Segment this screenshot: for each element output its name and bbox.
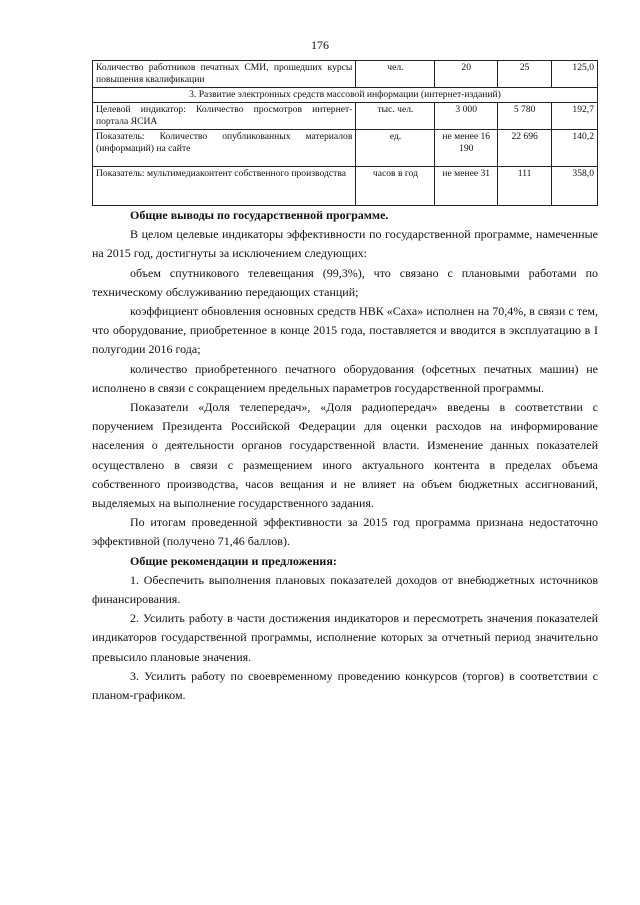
indicator-percent: 192,7 — [552, 103, 598, 130]
indicator-fact: 111 — [497, 167, 551, 206]
indicator-plan: не менее 31 — [435, 167, 497, 206]
table-section-row — [93, 88, 598, 103]
indicator-fact: 25 — [497, 61, 551, 88]
indicator-fact: 22 696 — [497, 130, 551, 167]
table-row — [93, 61, 598, 88]
indicator-plan: 20 — [435, 61, 497, 88]
recommendation-item: 3. Усилить работу по своевременному проведению конкурсов (торгов) в соответствии с планом-графиком. — [92, 668, 598, 703]
indicator-percent: 125,0 — [552, 61, 598, 88]
paragraph: количество приобретенного печатного оборудования (офсетных печатных машин) не исполнено в связи с сокращением предельных параметров государственной программы. — [92, 361, 598, 395]
indicator-percent: 140,2 — [552, 130, 598, 167]
paragraph: Показатели «Доля телепередач», «Доля радиопередач» введены в соответствии с поручением Президента Российской Федерации для оценки расходов на информирование населения о деятельности органов государственной власти. Изменение данных показателей осуществлено в связи с размещением иного актуального контента в пределах объема собственного производства, часов вещания и не влияет на объем бюджетных ассигнований, выделяемых на выполнение государственного задания. — [92, 400, 598, 511]
indicator-name: Количество работников печатных СМИ, прошедших курсы повышения квалификации — [93, 61, 356, 88]
indicator-percent: 358,0 — [552, 167, 598, 206]
recommendation-item: 1. Обеспечить выполнения плановых показателей доходов от внебюджетных источников финансирования. — [92, 572, 598, 607]
document-body — [92, 206, 598, 705]
paragraph: В целом целевые индикаторы эффективности по государственной программе, намеченные на 2015 год, достигнуты за исключением следующих: — [92, 227, 598, 261]
paragraph: коэффициент обновления основных средств НВК «Саха» исполнен на 70,4%, в связи с тем, что оборудование, приобретенное в конце 2015 года, поставляется и вводится в эксплуатацию в I полугодии 2016 года; — [92, 304, 598, 357]
indicator-fact: 5 780 — [497, 103, 551, 130]
indicator-unit: ед. — [356, 130, 435, 167]
section-title: 3. Развитие электронных средств массовой информации (интернет-изданий) — [93, 88, 598, 103]
indicator-unit: часов в год — [356, 167, 435, 206]
indicator-name: Целевой индикатор: Количество просмотров интернет-портала ЯСИА — [93, 103, 356, 130]
indicator-unit: чел. — [356, 61, 435, 88]
recommendations-heading: Общие рекомендации и предложения: — [130, 553, 337, 568]
recommendation-item: 2. Усилить работу в части достижения индикаторов и пересмотреть значения показателей индикаторов государственной программы, исполнение которых за отчетный период значительно превысило плановые значения. — [92, 611, 598, 664]
page-number: 176 — [311, 38, 329, 52]
indicators-table — [92, 60, 598, 206]
paragraph: объем спутникового телевещания (99,3%), что связано с плановыми работами по техническому обслуживанию передающих станций; — [92, 265, 598, 299]
indicator-name: Показатель: Количество опубликованных материалов (информаций) на сайте — [93, 130, 356, 167]
indicator-name: Показатель: мультимедиаконтент собственного производства — [93, 167, 356, 206]
indicator-plan: 3 000 — [435, 103, 497, 130]
conclusions-heading: Общие выводы по государственной программе. — [130, 208, 389, 222]
indicator-unit: тыс. чел. — [356, 103, 435, 130]
indicator-plan: не менее 16 190 — [435, 130, 497, 167]
table-row — [93, 130, 598, 167]
paragraph: По итогам проведенной эффективности за 2015 год программа признана недостаточно эффективной (получено 71,46 баллов). — [92, 515, 598, 549]
table-row — [93, 103, 598, 130]
table-row — [93, 167, 598, 206]
